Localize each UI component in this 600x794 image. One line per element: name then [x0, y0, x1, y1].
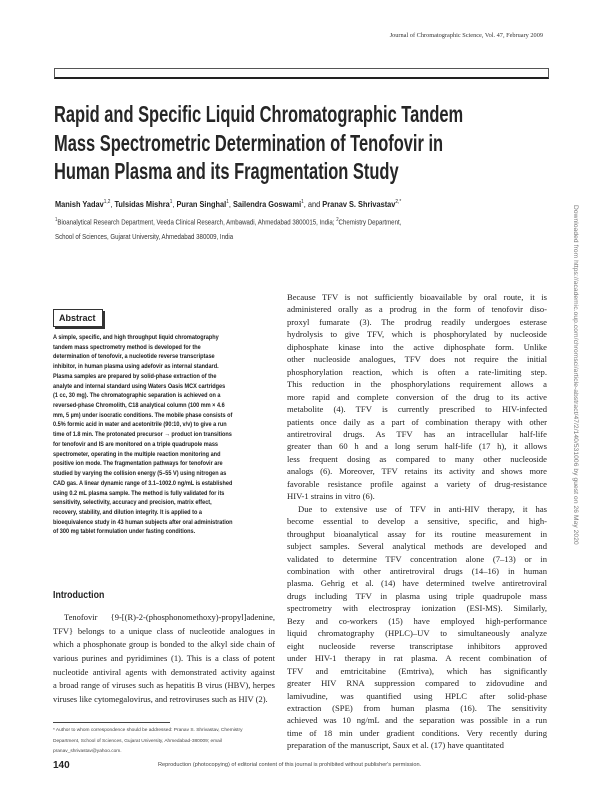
text-line: validated to determine TFV concentration alone (7–13) or in — [287, 553, 547, 564]
text-line: analyte and internal standard using Waters Oasis MCX cartridges — [53, 382, 226, 390]
author-name: Tulsidas Mishra — [114, 199, 170, 209]
text-line: liquid chromatography (HPLC)–UV to simultaneously analyze — [287, 628, 547, 639]
text-line: time of 1.8 min. The protonated precursor → product ion transitions — [53, 431, 232, 439]
author-affiliation-mark: 2,* — [395, 199, 402, 206]
text-line: positive ion mode. The fragmentation pathways for tenofovir are — [53, 460, 223, 468]
text-line: greater HIV RNA suppression compared to zidovudine and — [287, 678, 547, 689]
text-line: Department, School of Sciences, Gujarat University, Ahmedabad-380009; email — [53, 738, 222, 744]
text-line: favorable resistance profile against a variety of drug-resistance — [287, 478, 547, 489]
text-line: lamivudine, was quantified using HPLC after solid-phase — [287, 690, 547, 701]
correspondence-footnote — [53, 726, 243, 758]
author-affiliation-mark: 1,2 — [103, 199, 111, 206]
text-line: using 0.2 mL plasma sample. The method is fully validated for its — [53, 489, 225, 497]
introduction-body — [53, 611, 275, 707]
affiliation-mark: 2 — [336, 217, 339, 223]
text-line: A simple, specific, and high throughput liquid chromatography — [53, 334, 219, 341]
page-number: 140 — [53, 760, 70, 771]
text-line: antiretroviral drugs. As TFV has an intracellular half-life — [287, 428, 547, 439]
author-name: Sailendra Goswami — [232, 199, 302, 209]
text-line: 0.5% formic acid in water and acetonitrile (90:10, v/v) to give a run — [53, 421, 227, 429]
text-line: Because TFV is not sufficiently bioavailable by oral route, it is — [287, 292, 547, 302]
text-line: This reduction in the phosphorylations requirement allows a — [287, 379, 547, 390]
text-line: sensitivity, selectivity, accuracy and precision, matrix effect, — [53, 499, 212, 507]
text-line: other nucleoside analogues, TFV does not require the initial — [287, 354, 547, 365]
separator: , — [172, 199, 177, 209]
separator: , — [110, 199, 115, 209]
text-line: become essential to develop a sensitive, specific, and high- — [287, 516, 547, 527]
text-line: reversed-phase Chromolith, C18 analytical column (100 mm × 4.6 — [53, 402, 225, 410]
text-line: Plasma samples are prepared by solid-phase extraction of the — [53, 372, 217, 380]
text-line: TFV} belongs to a unique class of nucleotide analogues in — [53, 625, 275, 636]
title-line: Mass Spectrometric Determination of Tenofovir in — [54, 129, 444, 156]
copyright-notice: Reproduction (photocopying) of editorial content of this journal is prohibited without publisher's permission. — [158, 762, 422, 768]
text-line: various purines and pyridimines (1). This is a class of potent — [53, 652, 275, 663]
text-line: mm, 5 µm) under isocratic conditions. The mobile phase consists of — [53, 411, 233, 419]
text-line: which a phosphonate group is bonded to the alkyl side chain of — [53, 639, 275, 650]
text-line: (1 cc, 30 mg). The chromatographic separation is achieved on a — [53, 392, 221, 400]
text-line: analogs (6). Moreover, TFV retains its activity and shows more — [287, 466, 547, 477]
text-line: diphosphate kinase into the active diphosphate form. Unlike — [287, 341, 547, 352]
text-line: hydrolysis to give TFV, which is phosphorylated by nucleoside — [287, 329, 547, 340]
text-line: * Author to whom correspondence should be addressed: Pranav S. Shrivastav, Chemistry — [53, 728, 243, 733]
text-line: a broad range of viruses such as hepatitis B virus (HBV), herpes — [53, 680, 275, 691]
abstract-heading: Abstract — [53, 309, 103, 327]
text-line: proxyl fumarate (3). The prodrug readily undergoes esterase — [287, 316, 547, 327]
text-line: pranav_shrivastav@yahoo.com. — [53, 749, 122, 754]
journal-header: Journal of Chromatographic Science, Vol. 47, February 2009 — [389, 32, 543, 39]
text-line: recovery, stability, and dilution integrity. It is applied to a — [53, 508, 202, 516]
section-heading-introduction: Introduction — [53, 590, 105, 601]
text-line: spectrometry with electrospray ionization (ESI-MS). Similarly, — [287, 603, 547, 614]
text-line: throughput bioanalytical assay for its routine measurement in — [287, 528, 547, 539]
author-affiliation-mark: 1 — [226, 199, 229, 206]
text-line: TFV and emtricitabine (Emtriva), which has significantly — [287, 665, 547, 676]
text-line: administered orally as a prodrug in the form of tenofovir diso- — [287, 304, 547, 315]
affiliation-text: Bioanalytical Research Department, Veeda Clinical Research, Ambawadi, Ahmedabad 3800015, India; — [57, 217, 337, 227]
affiliation-text: Chemistry Department, — [338, 217, 402, 227]
text-line: HIV-1 strains in vitro (6). — [287, 491, 375, 502]
separator: , — [228, 199, 233, 209]
author-affiliation-mark: 1 — [169, 199, 173, 206]
text-line: spectrometer, operating in the multiple reaction monitoring and — [53, 450, 221, 458]
separator: , and — [303, 199, 323, 209]
text-line: nucleotide antiviral agents with demonstrated activity against — [53, 666, 275, 677]
text-line: metabolite (4). TFV is currently prescribed to HIV-infected — [287, 404, 547, 415]
right-column-body — [287, 291, 547, 752]
text-line: extraction (SPE) from human plasma (16). The sensitivity — [287, 702, 547, 713]
text-line: achieved was 10 ng/mL and the separation was possible in a run — [287, 715, 547, 726]
affiliation-mark: 1 — [55, 217, 58, 223]
text-line: drugs including TFV in plasma using triple quadrupole mass — [287, 590, 547, 601]
abstract-body — [53, 333, 270, 537]
text-line: greater than 60 h and a long serum half-life (17 h), it allows — [287, 441, 547, 452]
text-line: for tenofovir and IS are monitored on a triple quadrupole mass — [53, 440, 219, 448]
author-name: Pranav S. Shrivastav — [322, 199, 396, 209]
text-line: viruses like cytomegalovirus, and retroviruses such as HIV (2). — [53, 693, 268, 704]
text-line: phosphorylation reaction, which is often a rate-limiting step. — [287, 366, 547, 377]
text-line: studied by varying the collision energy (5–55 V) using nitrogen as — [53, 470, 227, 478]
text-line: of 300 mg tablet formulation under fasting conditions. — [53, 528, 196, 536]
affiliation-text: School of Sciences, Gujarat University, Ahmedabad 380009, India — [55, 231, 234, 241]
author-name: Puran Singhal — [176, 199, 227, 209]
text-line: combination with other antiretroviral drugs (14–16) in human — [287, 565, 547, 576]
text-line: inhibitor, in human plasma using adefovir as internal standard. — [53, 363, 219, 371]
text-line: subject samples. Several analytical methods are developed and — [287, 541, 547, 552]
footnote-divider — [53, 722, 170, 723]
title-line: Rapid and Specific Liquid Chromatographic Tandem — [54, 101, 464, 127]
text-line: Bezy and co-workers (15) have employed high-performance — [287, 615, 547, 626]
text-line: bioequivalence study in 43 human subjects after oral administration — [53, 518, 233, 526]
header-rule-box — [54, 68, 549, 79]
affiliations — [55, 213, 548, 244]
text-line: tandem mass spectrometry method is developed for the — [53, 343, 201, 351]
text-line: under HIV-1 therapy in rat plasma. A recent combination of — [287, 653, 547, 664]
text-line: Due to extensive use of TFV in anti-HIV therapy, it has — [298, 503, 547, 514]
text-line: plasma. Gehrig et al. (14) have determined twelve antiretroviral — [287, 578, 547, 589]
text-line: patients once daily as a part of combination therapy with other — [287, 416, 547, 427]
text-line: time of 18 min under gradient conditions. Very recently during — [287, 727, 547, 738]
text-line: more rapid and complete conversion of the drug to its active — [287, 391, 547, 402]
author-affiliation-mark: 1 — [301, 199, 304, 206]
download-watermark: Downloaded from https://academic.oup.com/chromsci/article-abstract/47/2/140/531006 by guest on 26 May 2020 — [572, 205, 579, 545]
author-name: Manish Yadav — [55, 199, 104, 209]
text-line: Tenofovir {9-[(R)-2-(phosphonomethoxy)-propyl]adenine, — [64, 612, 275, 622]
author-list — [55, 199, 401, 209]
text-line: CAD gas. A linear dynamic range of 3.1–1002.0 ng/mL is established — [53, 479, 233, 487]
text-line: preparation of the manuscript, Saux et al. (17) have quantitated — [287, 740, 504, 751]
text-line: less frequent dosing as compared to many other nucleoside — [287, 453, 547, 464]
title-line: Human Plasma and its Fragmentation Study — [54, 158, 399, 184]
text-line: determination of tenofovir, a nucleotide reverse transcriptase — [53, 353, 215, 361]
article-title — [54, 100, 600, 186]
text-line: eight nucleoside reverse transcriptase inhibitors approved — [287, 640, 547, 651]
